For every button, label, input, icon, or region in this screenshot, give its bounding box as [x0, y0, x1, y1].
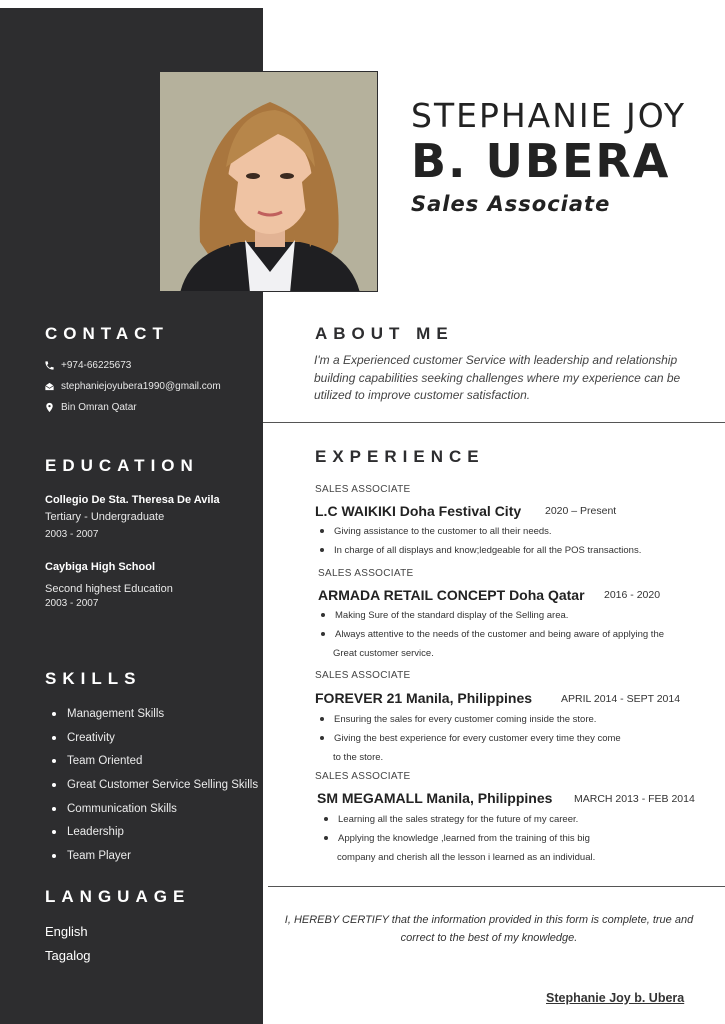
email-icon — [44, 381, 55, 392]
bullet-icon — [320, 548, 324, 552]
job-role: SALES ASSOCIATE — [318, 568, 414, 579]
language-item: Tagalog — [45, 948, 91, 963]
contact-address — [44, 402, 137, 413]
first-name: STEPHANIE JOY — [411, 96, 687, 135]
address-text: Bin Omran Qatar — [61, 402, 137, 413]
education-years: 2003 - 2007 — [45, 529, 99, 540]
bullet-text: In charge of all displays and know;ledgeable for all the POS transactions. — [334, 545, 642, 556]
job-role: SALES ASSOCIATE — [315, 484, 411, 495]
job-bullet — [324, 829, 590, 848]
signature-name: Stephanie Joy b. Ubera — [546, 991, 685, 1005]
skill-label: Communication Skills — [67, 802, 177, 815]
job-company: ARMADA RETAIL CONCEPT Doha Qatar — [318, 587, 585, 603]
portrait-illustration — [160, 72, 378, 292]
skill-item — [45, 773, 258, 797]
skill-label: Creativity — [67, 731, 115, 744]
job-bullet — [321, 625, 664, 644]
job-bullet-continued: company and cherish all the lesson i learned as an individual. — [337, 852, 596, 863]
bullet-text: Ensuring the sales for every customer coming inside the store. — [334, 714, 597, 725]
section-divider — [263, 422, 725, 423]
job-bullet — [320, 710, 596, 729]
bullet-icon — [321, 632, 325, 636]
bullet-icon — [52, 830, 56, 834]
experience-heading: EXPERIENCE — [315, 447, 485, 466]
phone-text: +974-66225673 — [61, 360, 132, 371]
top-strip — [0, 0, 263, 8]
skill-item — [45, 820, 258, 844]
last-name: B. UBERA — [411, 134, 671, 188]
certification-text: I, HEREBY CERTIFY that the information provided in this form is complete, true and correct to the best of my knowledge. — [284, 914, 694, 944]
phone-icon — [44, 360, 55, 371]
bullet-text: Giving assistance to the customer to all their needs. — [334, 526, 552, 537]
bullet-text: Applying the knowledge ,learned from the training of this big — [338, 833, 590, 844]
job-bullet — [320, 522, 552, 541]
skill-label: Team Player — [67, 849, 131, 862]
skill-label: Team Oriented — [67, 755, 143, 768]
job-bullet — [320, 729, 621, 748]
job-title: Sales Associate — [411, 192, 611, 216]
job-role: SALES ASSOCIATE — [315, 771, 411, 782]
skills-list — [45, 702, 258, 868]
skill-item — [45, 726, 258, 750]
job-bullet — [324, 810, 578, 829]
about-text: I'm a Experienced customer Service with leadership and relationship building capabilities seeking challenges where my experience can be utilized to improve customer satisfaction. — [314, 353, 681, 402]
skill-label: Leadership — [67, 826, 124, 839]
job-period: 2016 - 2020 — [604, 589, 661, 601]
bullet-text: Always attentive to the needs of the customer and being aware of applying the — [335, 629, 665, 640]
bullet-icon — [324, 836, 328, 840]
bullet-icon — [52, 759, 56, 763]
section-divider — [268, 886, 725, 887]
contact-phone — [44, 360, 131, 371]
job-company: L.C WAIKIKI Doha Festival City — [315, 503, 522, 519]
profile-photo — [159, 71, 378, 292]
bullet-icon — [52, 807, 56, 811]
contact-email — [44, 381, 221, 392]
language-item: English — [45, 924, 88, 939]
education-school: Caybiga High School — [45, 561, 156, 573]
job-period: MARCH 2013 - FEB 2014 — [574, 793, 695, 805]
education-years: 2003 - 2007 — [45, 598, 99, 609]
bullet-icon — [52, 783, 56, 787]
bullet-icon — [324, 817, 328, 821]
bullet-text: Making Sure of the standard display of the Selling area. — [335, 610, 569, 621]
skill-item — [45, 702, 258, 726]
about-heading: ABOUT ME — [315, 324, 454, 343]
skill-item — [45, 844, 258, 868]
bullet-icon — [52, 712, 56, 716]
location-pin-icon — [44, 402, 55, 413]
job-role: SALES ASSOCIATE — [315, 670, 411, 681]
job-bullet-continued: Great customer service. — [333, 648, 434, 659]
education-level: Second highest Education — [45, 583, 173, 595]
education-school: Collegio De Sta. Theresa De Avila — [45, 494, 220, 506]
skill-label: Management Skills — [67, 707, 165, 720]
job-company: FOREVER 21 Manila, Philippines — [315, 690, 533, 706]
job-company: SM MEGAMALL Manila, Philippines — [317, 790, 553, 806]
job-period: APRIL 2014 - SEPT 2014 — [561, 693, 681, 705]
bullet-icon — [320, 736, 324, 740]
bullet-icon — [320, 717, 324, 721]
bullet-icon — [321, 613, 325, 617]
education-heading: EDUCATION — [45, 456, 199, 475]
skill-item — [45, 797, 258, 821]
job-period: 2020 – Present — [545, 505, 617, 517]
job-bullet — [321, 606, 568, 625]
skills-heading: SKILLS — [45, 669, 142, 688]
email-text: stephaniejoyubera1990@gmail.com — [61, 381, 221, 392]
contact-heading: CONTACT — [45, 324, 169, 343]
bullet-text: Learning all the sales strategy for the future of my career. — [338, 814, 579, 825]
bullet-icon — [52, 854, 56, 858]
language-heading: LANGUAGE — [45, 887, 191, 906]
bullet-icon — [52, 736, 56, 740]
job-bullet-continued: to the store. — [333, 752, 384, 763]
job-bullet — [320, 541, 641, 560]
education-level: Tertiary - Undergraduate — [45, 511, 165, 523]
bullet-text: Giving the best experience for every customer every time they come — [334, 733, 621, 744]
skill-item — [45, 749, 258, 773]
bullet-icon — [320, 529, 324, 533]
skill-label: Great Customer Service Selling Skills — [67, 778, 259, 791]
